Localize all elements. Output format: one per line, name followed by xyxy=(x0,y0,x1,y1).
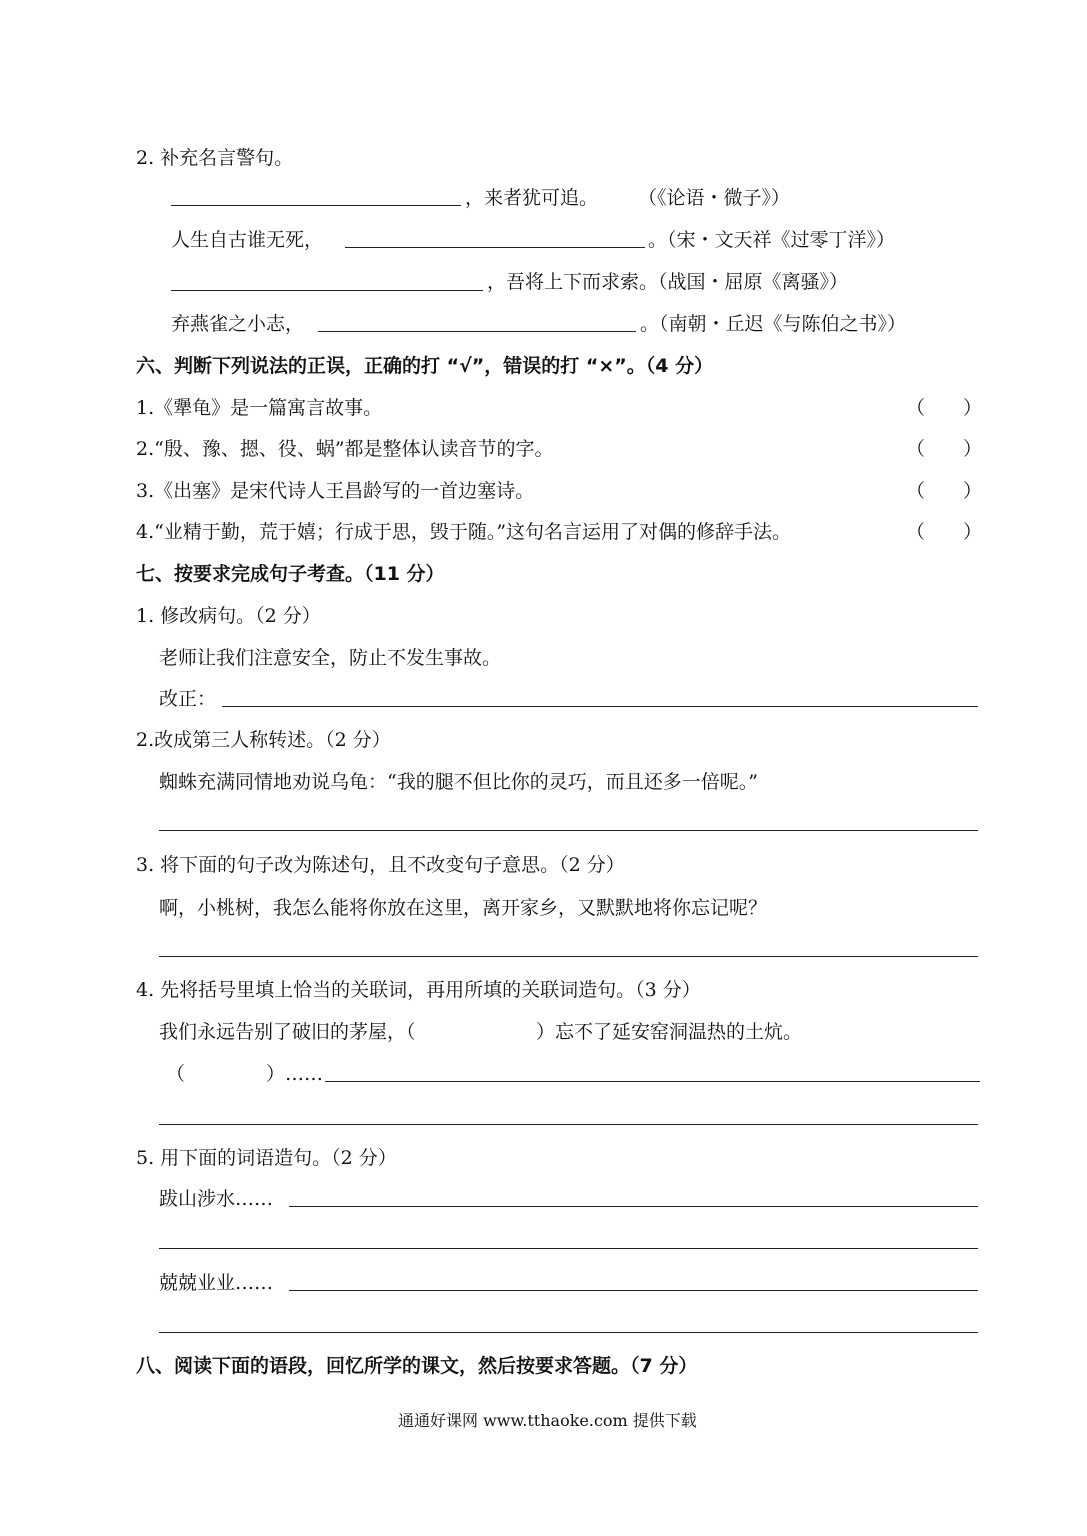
question-heading: 4. 先将括号里填上恰当的关联词，再用所填的关联词造句。（3 分） xyxy=(136,979,701,1001)
section-title: 六、判断下列说法的正误，正确的打 “√”，错误的打 “×”。（4 分） xyxy=(136,355,714,377)
answer-line[interactable] xyxy=(325,1081,980,1082)
section-title: 七、按要求完成句子考查。（11 分） xyxy=(136,563,445,585)
question-heading: 2. 补充名言警句。 xyxy=(136,147,294,169)
section-title: 八、阅读下面的语段，回忆所学的课文，然后按要求答题。（7 分） xyxy=(136,1355,698,1377)
question-sentence: 蜘蛛充满同情地劝说乌龟：“我的腿不但比你的灵巧，而且还多一倍呢。” xyxy=(159,771,758,793)
answer-blank[interactable] xyxy=(345,247,645,248)
answer-line[interactable] xyxy=(222,706,978,707)
answer-line[interactable] xyxy=(159,1124,978,1125)
judge-item: 4.“业精于勤，荒于嬉；行成于思，毁于随。”这句名言运用了对偶的修辞手法。 xyxy=(136,521,792,543)
judge-item: 2.“殷、豫、摁、役、蜗”都是整体认读音节的字。 xyxy=(136,438,554,460)
answer-line[interactable] xyxy=(159,956,978,957)
judge-item: 1.《犟龟》是一篇寓言故事。 xyxy=(136,397,383,419)
quote-source: （《论语・微子》） xyxy=(638,187,791,209)
word-prompt: 兢兢业业…… xyxy=(159,1272,274,1294)
fill-paren-open: （ xyxy=(166,1063,186,1085)
fill-paren-close: ）…… xyxy=(266,1063,324,1085)
question-heading: 1. 修改病句。（2 分） xyxy=(136,605,321,627)
answer-parentheses[interactable]: （ ） xyxy=(906,397,983,419)
answer-parentheses[interactable]: （ ） xyxy=(906,480,983,502)
answer-line[interactable] xyxy=(289,1290,978,1291)
answer-line[interactable] xyxy=(159,1332,978,1333)
quote-text: ，来者犹可追。 xyxy=(465,187,599,209)
answer-line[interactable] xyxy=(159,830,978,831)
answer-line[interactable] xyxy=(289,1206,978,1207)
question-heading: 2.改成第三人称转述。（2 分） xyxy=(136,729,391,751)
question-sentence: 啊，小桃树，我怎么能将你放在这里，离开家乡，又默默地将你忘记呢？ xyxy=(159,897,768,919)
quote-text: 。（宋・文天祥《过零丁洋》） xyxy=(648,229,896,251)
quote-text: 弃燕雀之小志， xyxy=(171,313,305,335)
answer-blank[interactable] xyxy=(318,331,636,332)
quote-text: 。（南朝・丘迟《与陈伯之书》） xyxy=(640,313,907,335)
answer-blank[interactable] xyxy=(171,290,483,291)
answer-parentheses[interactable]: （ ） xyxy=(906,521,983,543)
answer-blank[interactable] xyxy=(171,205,461,206)
quote-text: 人生自古谁无死， xyxy=(171,229,324,251)
page-footer: 通通好课网 www.tthaoke.com 提供下载 xyxy=(398,1411,697,1430)
word-prompt: 跋山涉水…… xyxy=(159,1188,274,1210)
question-sentence-part: 我们永远告别了破旧的茅屋，（ xyxy=(159,1021,416,1043)
question-heading: 5. 用下面的词语造句。（2 分） xyxy=(136,1147,397,1169)
question-sentence-part: ）忘不了延安窑洞温热的土炕。 xyxy=(536,1021,803,1043)
answer-parentheses[interactable]: （ ） xyxy=(906,438,983,460)
quote-text: ，吾将上下而求索。（战国・屈原《离骚》） xyxy=(487,271,849,293)
judge-item: 3.《出塞》是宋代诗人王昌龄写的一首边塞诗。 xyxy=(136,480,535,502)
answer-line[interactable] xyxy=(159,1248,978,1249)
question-sentence: 老师让我们注意安全，防止不发生事故。 xyxy=(159,647,502,669)
question-heading: 3. 将下面的句子改为陈述句，且不改变句子意思。（2 分） xyxy=(136,854,625,876)
answer-label: 改正： xyxy=(159,688,217,710)
